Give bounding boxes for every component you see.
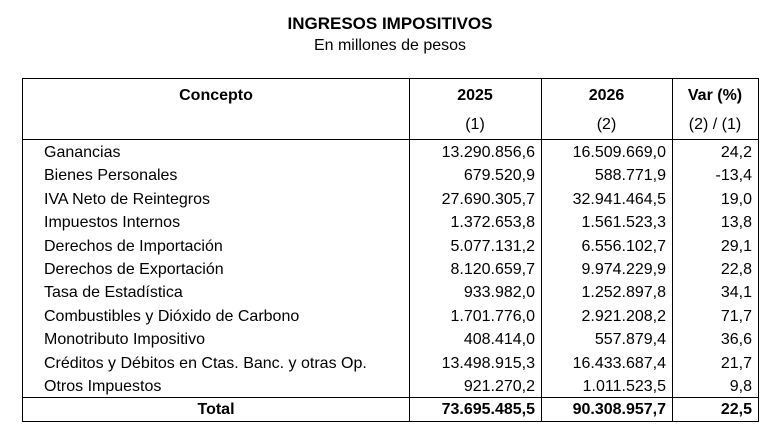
row-concepto: IVA Neto de Reintegros [44,190,211,208]
row-value-2026: 1.011.523,5 [582,378,666,395]
row-value-2026: 32.941.464,5 [572,190,666,208]
row-value-var: 36,6 [720,331,752,349]
row-value-2025: 1.372.653,8 [450,214,535,232]
total-var: 22,5 [720,401,752,418]
row-value-var: 24,2 [720,144,752,161]
row-value-2026: 1.252.897,8 [581,284,666,302]
row-value-var: 34,1 [720,284,752,302]
row-value-2026: 2.921.208,2 [581,307,666,325]
row-value-var: 13,8 [720,214,752,232]
row-value-2025: 921.270,2 [463,378,535,395]
row-concepto: Otros Impuestos [44,378,162,395]
revenue-table [22,78,759,422]
row-value-2025: 27.690.305,7 [441,190,535,208]
header-rule [23,139,758,140]
page-subtitle: En millones de pesos [313,37,467,54]
row-value-2026: 16.433.687,4 [572,354,666,372]
row-concepto: Monotributo Impositivo [44,331,205,349]
row-concepto: Derechos de Exportación [44,261,224,278]
row-concepto: Tasa de Estadística [44,284,183,302]
row-value-2026: 16.509.669,0 [572,144,666,161]
row-value-var: 9,8 [729,378,752,395]
row-value-var: 21,7 [720,354,752,372]
page-title: INGRESOS IMPOSITIVOS [287,14,493,33]
row-concepto: Derechos de Importación [44,237,223,255]
row-value-2025: 5.077.131,2 [450,237,535,255]
row-concepto: Ganancias [44,144,121,161]
row-concepto: Combustibles y Dióxido de Carbono [44,307,300,325]
subheader-var: (2) / (1) [688,116,742,133]
row-value-2025: 1.701.776,0 [450,307,535,325]
row-concepto: Impuestos Internos [44,214,181,232]
row-value-2026: 557.879,4 [594,331,666,349]
row-value-2025: 13.498.915,3 [441,354,535,372]
total-2026: 90.308.957,7 [572,401,666,418]
total-2025: 73.695.485,5 [441,401,535,418]
row-value-2025: 8.120.659,7 [450,261,535,278]
row-value-2026: 9.974.229,9 [581,261,666,278]
row-value-2026: 6.556.102,7 [581,237,666,255]
total-rule [23,397,758,398]
row-value-var: 29,1 [720,237,752,255]
row-concepto: Bienes Personales [44,167,178,185]
subheader-2025: (1) [465,116,485,133]
header-concepto: Concepto [179,87,253,104]
row-value-var: -13,4 [715,167,752,185]
row-value-2026: 1.561.523,3 [581,214,666,232]
row-value-var: 71,7 [720,307,752,325]
subheader-2026: (2) [596,116,617,133]
row-concepto: Créditos y Débitos en Ctas. Banc. y otras Op. [44,354,367,372]
row-value-2026: 588.771,9 [594,167,666,185]
header-2025: 2025 [457,87,493,104]
row-value-var: 19,0 [720,190,752,208]
header-2026: 2026 [588,87,625,104]
header-var: Var (%) [687,87,743,104]
row-value-2025: 679.520,9 [463,167,535,185]
row-value-2025: 13.290.856,6 [441,144,535,161]
row-value-2025: 408.414,0 [463,331,535,349]
total-label: Total [197,401,235,418]
row-value-2025: 933.982,0 [463,284,535,302]
row-value-var: 22,8 [720,261,752,278]
